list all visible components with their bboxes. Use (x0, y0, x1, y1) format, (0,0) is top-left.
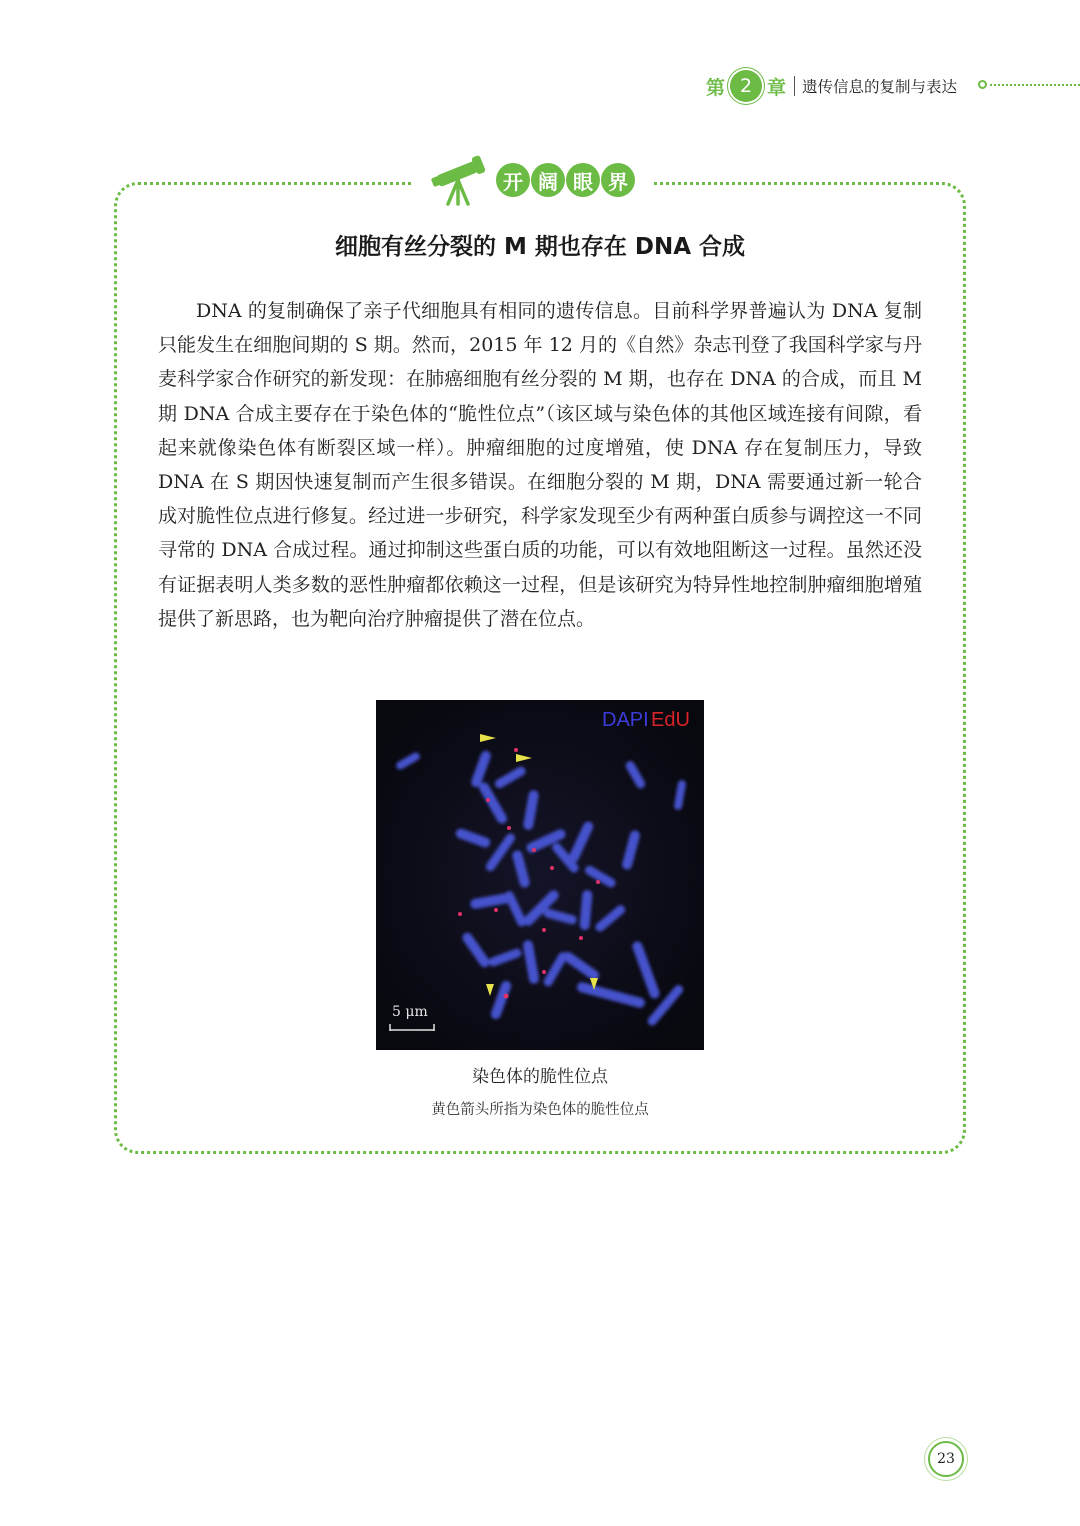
banner-char: 眼 (566, 163, 600, 197)
chapter-number-badge: 2 (730, 70, 762, 102)
banner-char: 阔 (531, 163, 565, 197)
chapter-divider (794, 76, 795, 96)
figure-note: 黄色箭头所指为染色体的脆性位点 (431, 1102, 649, 1118)
header-ring-icon (978, 80, 987, 89)
header-dotted-line (990, 84, 1080, 86)
edu-label: EdU (651, 709, 690, 731)
body-paragraph: DNA 的复制确保了亲子代细胞具有相同的遗传信息。目前科学界普遍认为 DNA 复制只能发生在细胞间期的 S 期。然而，2015 年 12 月的《自然》杂志刊登了我国科学家与丹麦科学家合作研究的新发现：在肺癌细胞有丝分裂的 M 期，也存在 DNA 的合成，而且 M 期 DNA 合成主要存在于染色体的“脆性位点”（该区域与染色体的其他区域连接有间隙，看起来就像染色体有断裂区域一样）。肿瘤细胞的过度增殖，使 DNA 存在复制压力，导致 DNA 在 S 期因快速复制而产生很多错误。在细胞分裂的 M 期，DNA 需要通过新一轮合成对脆性位点进行修复。经过进一步研究，科学家发现至少有两种蛋白质参与调控这一不同寻常的 DNA 合成过程。通过抑制这些蛋白质的功能，可以有效地阻断这一过程。虽然还没有证据表明人类多数的恶性肿瘤都依赖这一过程，但是该研究为特异性地控制肿瘤细胞增殖提供了新思路，也为靶向治疗肿瘤提供了潜在位点。 (158, 300, 922, 630)
chapter-title: 遗传信息的复制与表达 (802, 78, 958, 96)
chromosome-micrograph (376, 700, 704, 1050)
section-banner (496, 163, 635, 197)
telescope-icon (430, 152, 490, 208)
scale-bar-label: 5 μm (392, 1004, 428, 1020)
figure-caption: 染色体的脆性位点 (472, 1067, 608, 1087)
box-title: 细胞有丝分裂的 M 期也存在 DNA 合成 (334, 234, 746, 260)
dapi-label: DAPI (602, 709, 649, 731)
page-number: 23 (928, 1441, 964, 1477)
banner-char: 界 (601, 163, 635, 197)
chapter-suffix: 章 (767, 76, 787, 99)
banner-char: 开 (496, 163, 530, 197)
chapter-header (706, 68, 957, 104)
chapter-prefix: 第 (706, 76, 726, 99)
